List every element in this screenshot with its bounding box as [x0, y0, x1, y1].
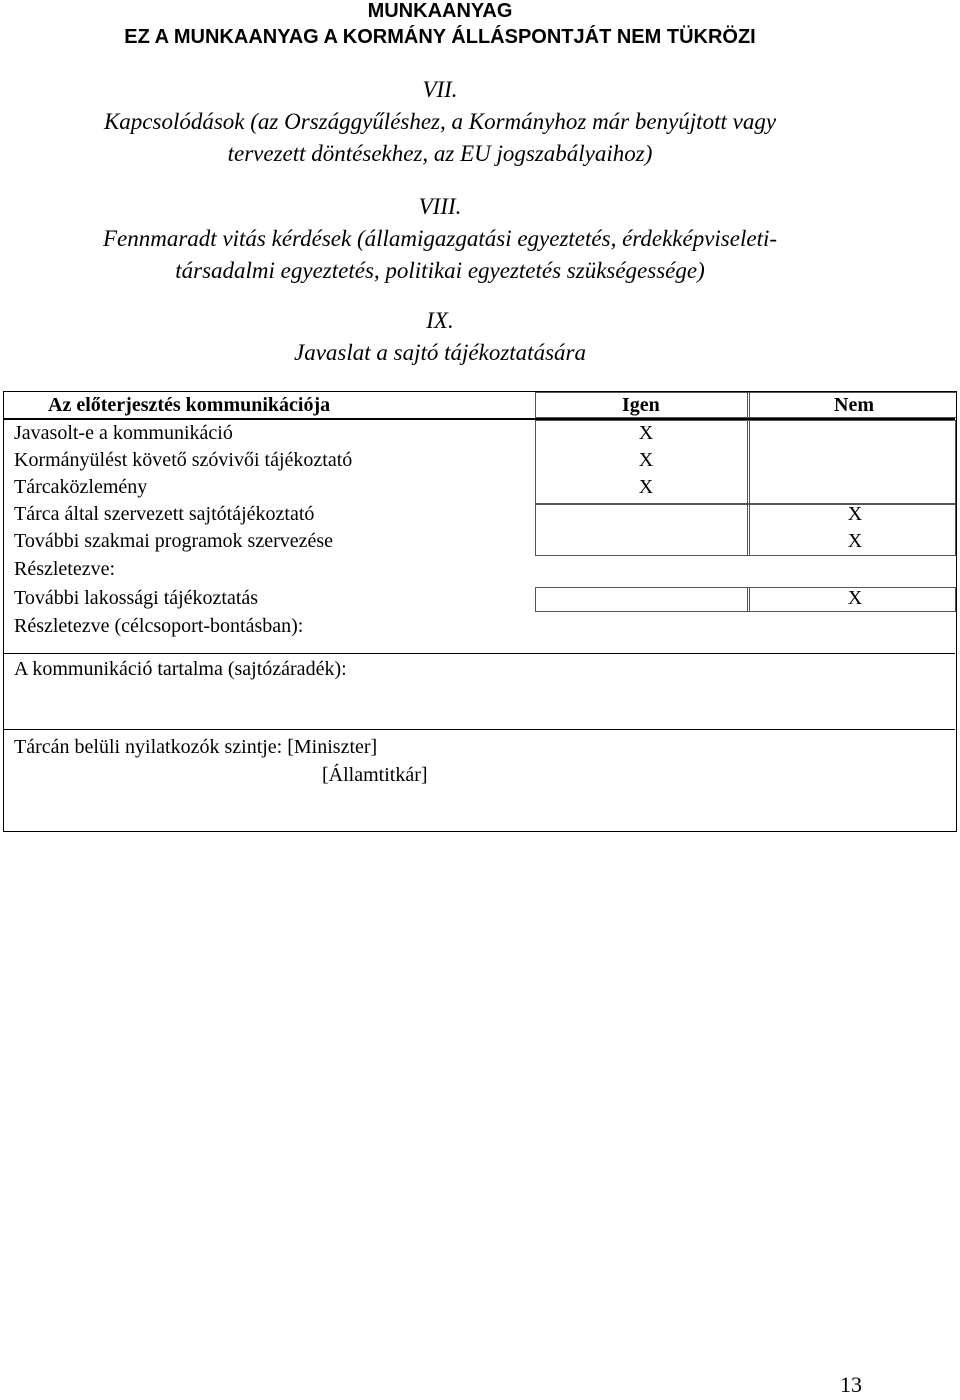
- section-divider: [4, 653, 955, 654]
- communication-table: Az előterjesztés kommunikációja Igen Nem Javasolt-e a kommunikáció X Kormányülést követő szóvivői tájékoztató X Tárcaközlemény X Tárca által szervezett sajtótájékoztató X További szakmai programok szervezése X Részletezve: További lakossági tájékoztatás X Részletezve (célcsoport-bontásban): A kommunikáció tartalma (sajtózáradék): Tárcán belüli nyilatkozók szintje: [Miniszter] [Államtitkár]: [3, 391, 957, 832]
- section-vii: [0, 74, 880, 170]
- header-line-1: MUNKAANYAG: [367, 0, 513, 22]
- speaker-line-2: [Államtitkár]: [322, 764, 428, 786]
- igen-mark: X: [638, 449, 654, 471]
- header-communication: Az előterjesztés kommunikációja: [48, 394, 331, 416]
- igen-box-3: [535, 587, 750, 612]
- igen-mark: X: [638, 422, 654, 444]
- section-ix: [0, 305, 880, 369]
- section-viii-number: VIII.: [418, 194, 462, 219]
- header-line-2: EZ A MUNKAANYAG A KORMÁNY ÁLLÁSPONTJÁT NEM TÜKRÖZI: [124, 26, 756, 48]
- section-divider: [4, 729, 955, 730]
- nem-mark: X: [847, 503, 863, 525]
- section-vii-title-line-1: Kapcsolódások (az Országgyűléshez, a Kormányhoz már benyújtott vagy: [103, 109, 777, 134]
- section-viii-title-line-1: Fennmaradt vitás kérdések (államigazgatási egyeztetés, érdekképviseleti-: [102, 226, 778, 251]
- speaker-label: Tárcán belüli nyilatkozók szintje: [Miniszter]: [14, 736, 378, 758]
- section-vii-number: VII.: [422, 77, 458, 102]
- section-viii: [0, 191, 880, 287]
- page-number: 13: [840, 1372, 862, 1397]
- header-igen: Igen: [622, 394, 660, 416]
- nem-header-cell: [747, 392, 956, 418]
- nem-mark: X: [847, 530, 863, 552]
- section-ix-number: IX.: [426, 308, 454, 333]
- igen-box-2: [535, 504, 750, 556]
- section-vii-title-line-2: tervezett döntésekhez, az EU jogszabályaihoz): [227, 141, 653, 166]
- igen-mark: X: [638, 476, 654, 498]
- nem-mark: X: [847, 587, 863, 609]
- section-ix-title: Javaslat a sajtó tájékoztatására: [294, 340, 586, 365]
- nem-box-1: [747, 420, 956, 504]
- document-header: [0, 0, 880, 50]
- igen-header-cell: [535, 392, 750, 418]
- header-nem: Nem: [834, 394, 874, 416]
- section-viii-title-line-2: társadalmi egyeztetés, politikai egyeztetés szükségessége): [175, 258, 705, 283]
- content-label: A kommunikáció tartalma (sajtózáradék):: [14, 658, 347, 680]
